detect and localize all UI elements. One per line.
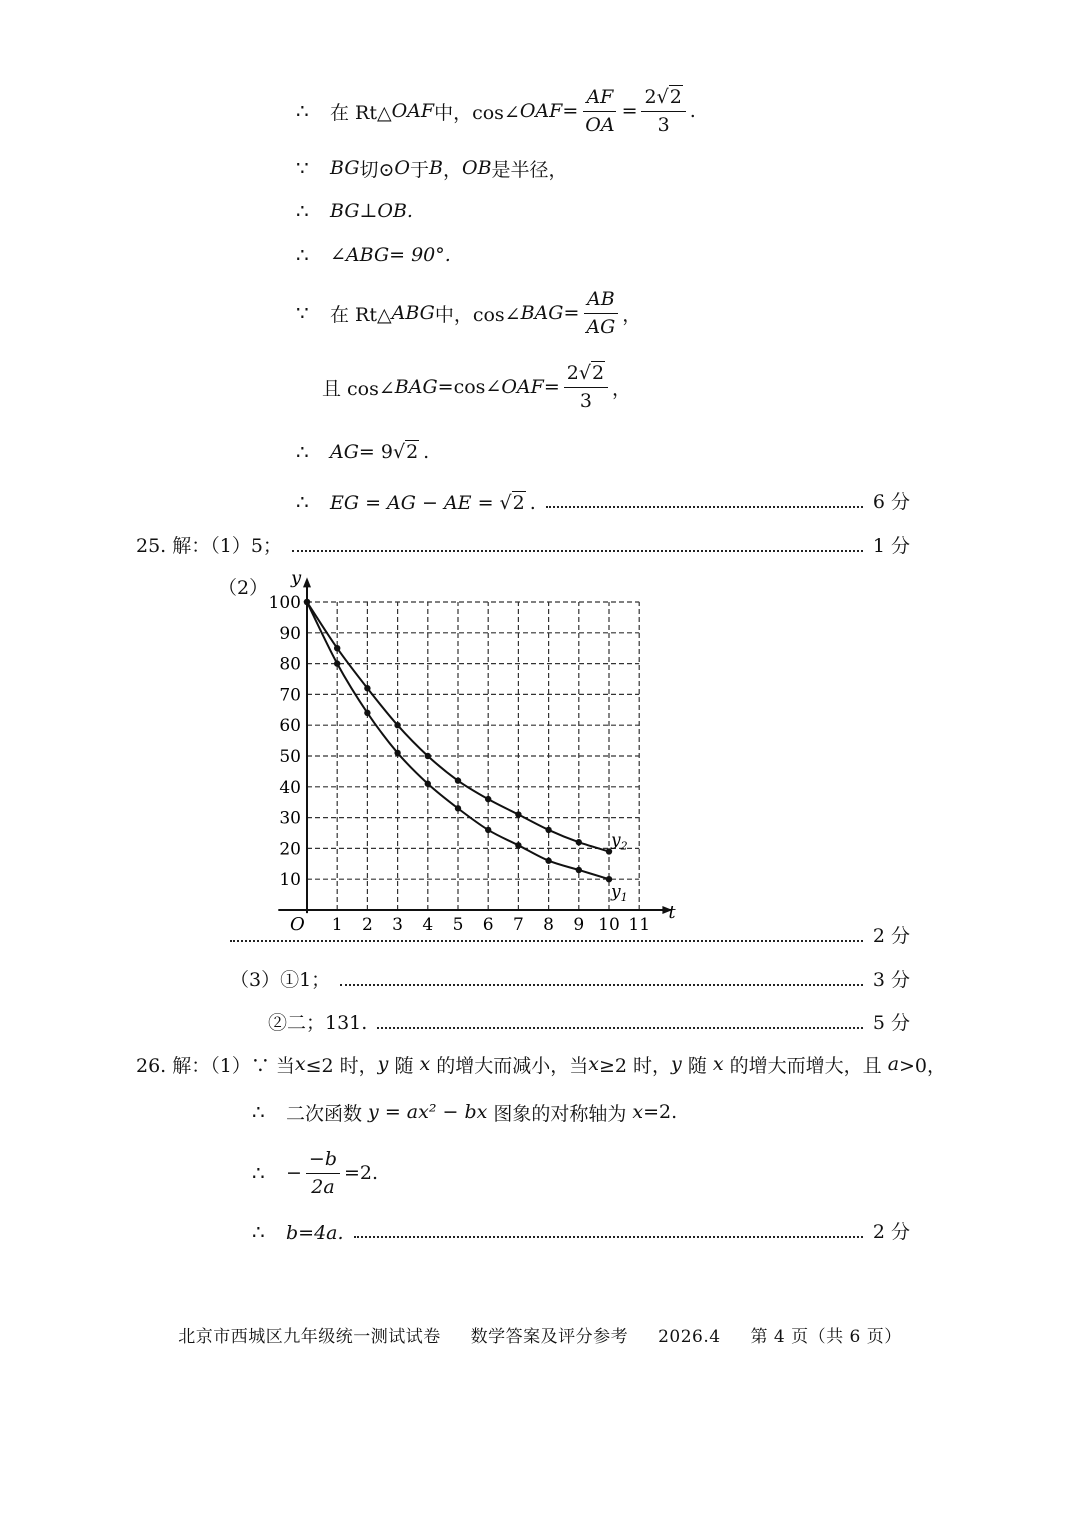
data-point-y2 xyxy=(425,753,431,759)
radicand: 2 xyxy=(406,441,419,463)
footer-subject: 数学答案及评分参考 xyxy=(470,1327,629,1347)
comma: ， xyxy=(622,303,642,326)
q26-line-2 xyxy=(252,1098,677,1126)
numerator: AF xyxy=(583,86,616,112)
series-label-subscript: 1 xyxy=(620,891,628,905)
y-axis-arrow xyxy=(303,577,311,587)
therefore-symbol: ∴ xyxy=(296,440,309,464)
radicand: 2 xyxy=(669,85,682,108)
numerator: AB xyxy=(584,288,618,314)
x-tick-label: 2 xyxy=(361,915,373,932)
numerator: 2√2 xyxy=(641,86,685,112)
because-symbol: ∵ xyxy=(296,301,309,325)
text: 二次函数 xyxy=(286,1102,369,1125)
because-symbol: ∵ xyxy=(296,156,309,180)
equals: = xyxy=(543,376,560,398)
series-label-y2: $y_2$ xyxy=(611,830,628,853)
denominator: OA xyxy=(585,113,615,136)
q25-part2-score-row xyxy=(230,918,910,948)
angle-name: OAF xyxy=(519,100,563,122)
data-point-y2 xyxy=(455,777,461,783)
text: 图象的对称轴为 xyxy=(487,1102,633,1125)
period: . xyxy=(529,492,536,514)
point: B xyxy=(429,157,443,179)
equals: = xyxy=(562,100,579,122)
x-tick-label: 5 xyxy=(452,915,464,932)
chart-grid xyxy=(307,602,639,910)
radicand: 2 xyxy=(591,361,605,384)
sqrt: √2 xyxy=(392,441,419,463)
chart-ticks xyxy=(269,593,650,932)
text: ∠ABG= 90°. xyxy=(330,244,451,266)
therefore-symbol: ∴ xyxy=(296,490,309,514)
data-point-y1 xyxy=(394,750,400,756)
coef: 2 xyxy=(644,85,657,108)
footer-date: 2026.4 xyxy=(658,1327,721,1347)
text: ， xyxy=(442,158,462,181)
y-tick-label: 40 xyxy=(279,777,301,798)
fraction-2root2-3 xyxy=(641,86,685,137)
q26-line-4 xyxy=(252,1214,910,1244)
data-point-y1 xyxy=(515,842,521,848)
data-point-y1 xyxy=(364,710,370,716)
dot-leader xyxy=(377,1027,863,1029)
text: BG⊥OB. xyxy=(330,200,413,222)
data-point-y1 xyxy=(485,827,491,833)
text: EG = AG − AE xyxy=(330,492,472,514)
dot-leader xyxy=(354,1236,863,1238)
series-label-subscript: 2 xyxy=(620,839,628,853)
segment: OB xyxy=(462,157,492,179)
y-tick-label: 30 xyxy=(279,808,301,829)
period: . xyxy=(689,100,696,122)
text: 是半径， xyxy=(491,158,568,181)
y-tick-label: 10 xyxy=(279,870,301,891)
denominator: 2a xyxy=(311,1175,335,1198)
triangle-name: ABG xyxy=(391,302,435,324)
var-x: x xyxy=(588,1053,599,1075)
y-tick-label: 80 xyxy=(279,654,301,675)
label: 25. 解：（1）5； xyxy=(136,535,282,557)
text: 于 xyxy=(410,158,430,181)
var-x: x xyxy=(632,1101,644,1123)
text: =2. xyxy=(643,1101,678,1123)
y-axis-label: y xyxy=(291,567,302,589)
numerator: 2√2 xyxy=(564,362,608,388)
proof-line-5 xyxy=(296,284,641,342)
score: 2 分 xyxy=(872,925,910,947)
coef: 2 xyxy=(566,361,579,384)
equals: = xyxy=(563,302,580,324)
data-point-y1 xyxy=(576,867,582,873)
dot-leader xyxy=(340,984,863,986)
text: >0， xyxy=(899,1054,947,1077)
data-point-y2 xyxy=(576,839,582,845)
comma: ， xyxy=(612,377,632,400)
text: 中，cos∠ xyxy=(434,101,520,124)
dot-leader xyxy=(546,506,863,508)
expression: y = ax² − bx xyxy=(368,1101,488,1123)
text: 在 Rt△ xyxy=(330,303,392,326)
origin-label: O xyxy=(290,914,305,932)
score: 6 分 xyxy=(872,491,910,513)
proof-line-6 xyxy=(322,358,631,416)
therefore-symbol: ∴ xyxy=(252,1220,265,1244)
footer-school: 北京市西城区九年级统一测试试卷 xyxy=(178,1327,441,1347)
text: =cos∠ xyxy=(437,376,502,398)
proof-line-7 xyxy=(296,438,429,466)
y-tick-label: 60 xyxy=(279,716,301,737)
therefore-symbol: ∴ xyxy=(296,99,309,123)
score: 5 分 xyxy=(872,1012,910,1034)
text: 中，cos∠ xyxy=(434,303,521,326)
text: 的增大而减小，当 xyxy=(430,1054,589,1077)
angle-name: BAG xyxy=(520,302,564,324)
fraction-b-2a xyxy=(306,1148,340,1199)
data-point-y1 xyxy=(304,599,310,605)
triangle-name: OAF xyxy=(391,100,435,122)
y-tick-label: 100 xyxy=(268,593,301,613)
proof-line-4 xyxy=(296,241,451,269)
data-point-y2 xyxy=(334,645,340,651)
text: 切⊙ xyxy=(359,158,395,181)
proof-line-1 xyxy=(296,82,696,140)
proof-line-2 xyxy=(296,154,568,182)
q25-part3-2 xyxy=(268,1005,910,1035)
data-point-y2 xyxy=(515,811,521,817)
var-a: a xyxy=(887,1053,900,1075)
text: = xyxy=(471,492,500,514)
score: 3 分 xyxy=(872,969,910,991)
label: （3）①1； xyxy=(230,969,331,991)
therefore-symbol: ∴ xyxy=(252,1100,265,1124)
series-line-y2 xyxy=(307,602,609,851)
label: ②二；131. xyxy=(268,1012,368,1034)
x-axis-label: t xyxy=(668,902,676,923)
chart-axes xyxy=(278,567,676,932)
denominator: 3 xyxy=(579,389,592,412)
equals: = xyxy=(621,100,638,122)
y-tick-label: 20 xyxy=(279,839,301,860)
segment: BG xyxy=(330,157,360,179)
data-point-y1 xyxy=(545,858,551,864)
page-footer xyxy=(0,1322,1080,1347)
data-point-y1 xyxy=(334,660,340,666)
q25-part3 xyxy=(230,962,910,992)
q25-part1 xyxy=(136,528,910,558)
data-point-y2 xyxy=(394,722,400,728)
proof-line-3 xyxy=(296,197,413,225)
fraction-af-oa xyxy=(582,86,617,137)
angle-name: BAG xyxy=(394,376,438,398)
denominator: 3 xyxy=(657,113,670,136)
therefore-symbol: ∴ xyxy=(252,1161,265,1185)
data-point-y2 xyxy=(364,685,370,691)
decay-chart xyxy=(260,562,700,932)
x-tick-label: 10 xyxy=(598,915,620,932)
text: b=4a. xyxy=(286,1222,344,1244)
text: 的增大而增大，且 xyxy=(723,1054,888,1077)
q26-line-1 xyxy=(136,1050,946,1078)
text: ≤2 时， xyxy=(305,1054,378,1077)
angle-name: OAF xyxy=(501,376,544,398)
text: ≥2 时， xyxy=(598,1054,672,1077)
text: 在 Rt△ xyxy=(330,101,392,124)
fraction-ab-ag xyxy=(583,288,618,339)
x-tick-label: 1 xyxy=(331,915,343,932)
period: . xyxy=(423,441,430,463)
x-tick-label: 4 xyxy=(422,915,434,932)
x-tick-label: 7 xyxy=(512,915,524,932)
var-x: x xyxy=(419,1053,431,1075)
proof-line-8 xyxy=(296,484,910,514)
data-point-y1 xyxy=(455,805,461,811)
y-tick-label: 50 xyxy=(279,747,301,767)
score: 1 分 xyxy=(872,535,910,557)
text: = 9 xyxy=(358,441,393,463)
x-tick-label: 6 xyxy=(482,915,494,932)
fraction-2root2-3 xyxy=(564,362,608,413)
therefore-symbol: ∴ xyxy=(296,243,309,267)
var-x: x xyxy=(712,1053,724,1075)
var-y: y xyxy=(377,1053,389,1075)
q26-line-3 xyxy=(252,1144,378,1202)
data-point-y2 xyxy=(545,827,551,833)
denominator: AG xyxy=(586,315,616,338)
point: O xyxy=(394,157,410,179)
x-tick-label: 9 xyxy=(573,915,585,932)
var-y: y xyxy=(671,1053,682,1075)
text: 且 cos∠ xyxy=(322,377,395,400)
data-point-y2 xyxy=(485,796,491,802)
text: AG xyxy=(330,441,359,463)
y-tick-label: 70 xyxy=(279,685,301,706)
sqrt: √2 xyxy=(499,492,525,514)
footer-page: 第 4 页（共 6 页） xyxy=(750,1327,902,1347)
text: =2. xyxy=(344,1162,379,1184)
radicand: 2 xyxy=(512,492,525,514)
var-x: x xyxy=(294,1053,306,1075)
dot-leader xyxy=(230,940,863,942)
text: 随 xyxy=(681,1054,713,1077)
x-tick-label: 8 xyxy=(543,915,555,932)
x-tick-label: 3 xyxy=(392,915,404,932)
y-tick-label: 90 xyxy=(279,623,301,644)
label: （2） xyxy=(218,576,269,599)
numerator: −b xyxy=(306,1148,340,1174)
dot-leader xyxy=(292,550,863,552)
series-label-y1: $y_1$ xyxy=(611,882,628,905)
therefore-symbol: ∴ xyxy=(296,199,309,223)
x-tick-label: 11 xyxy=(628,915,651,932)
label: 26. 解：（1）∵ 当 xyxy=(136,1054,295,1077)
minus: − xyxy=(286,1162,302,1184)
score: 2 分 xyxy=(872,1221,910,1243)
data-point-y1 xyxy=(425,781,431,787)
text: 随 xyxy=(388,1054,420,1077)
